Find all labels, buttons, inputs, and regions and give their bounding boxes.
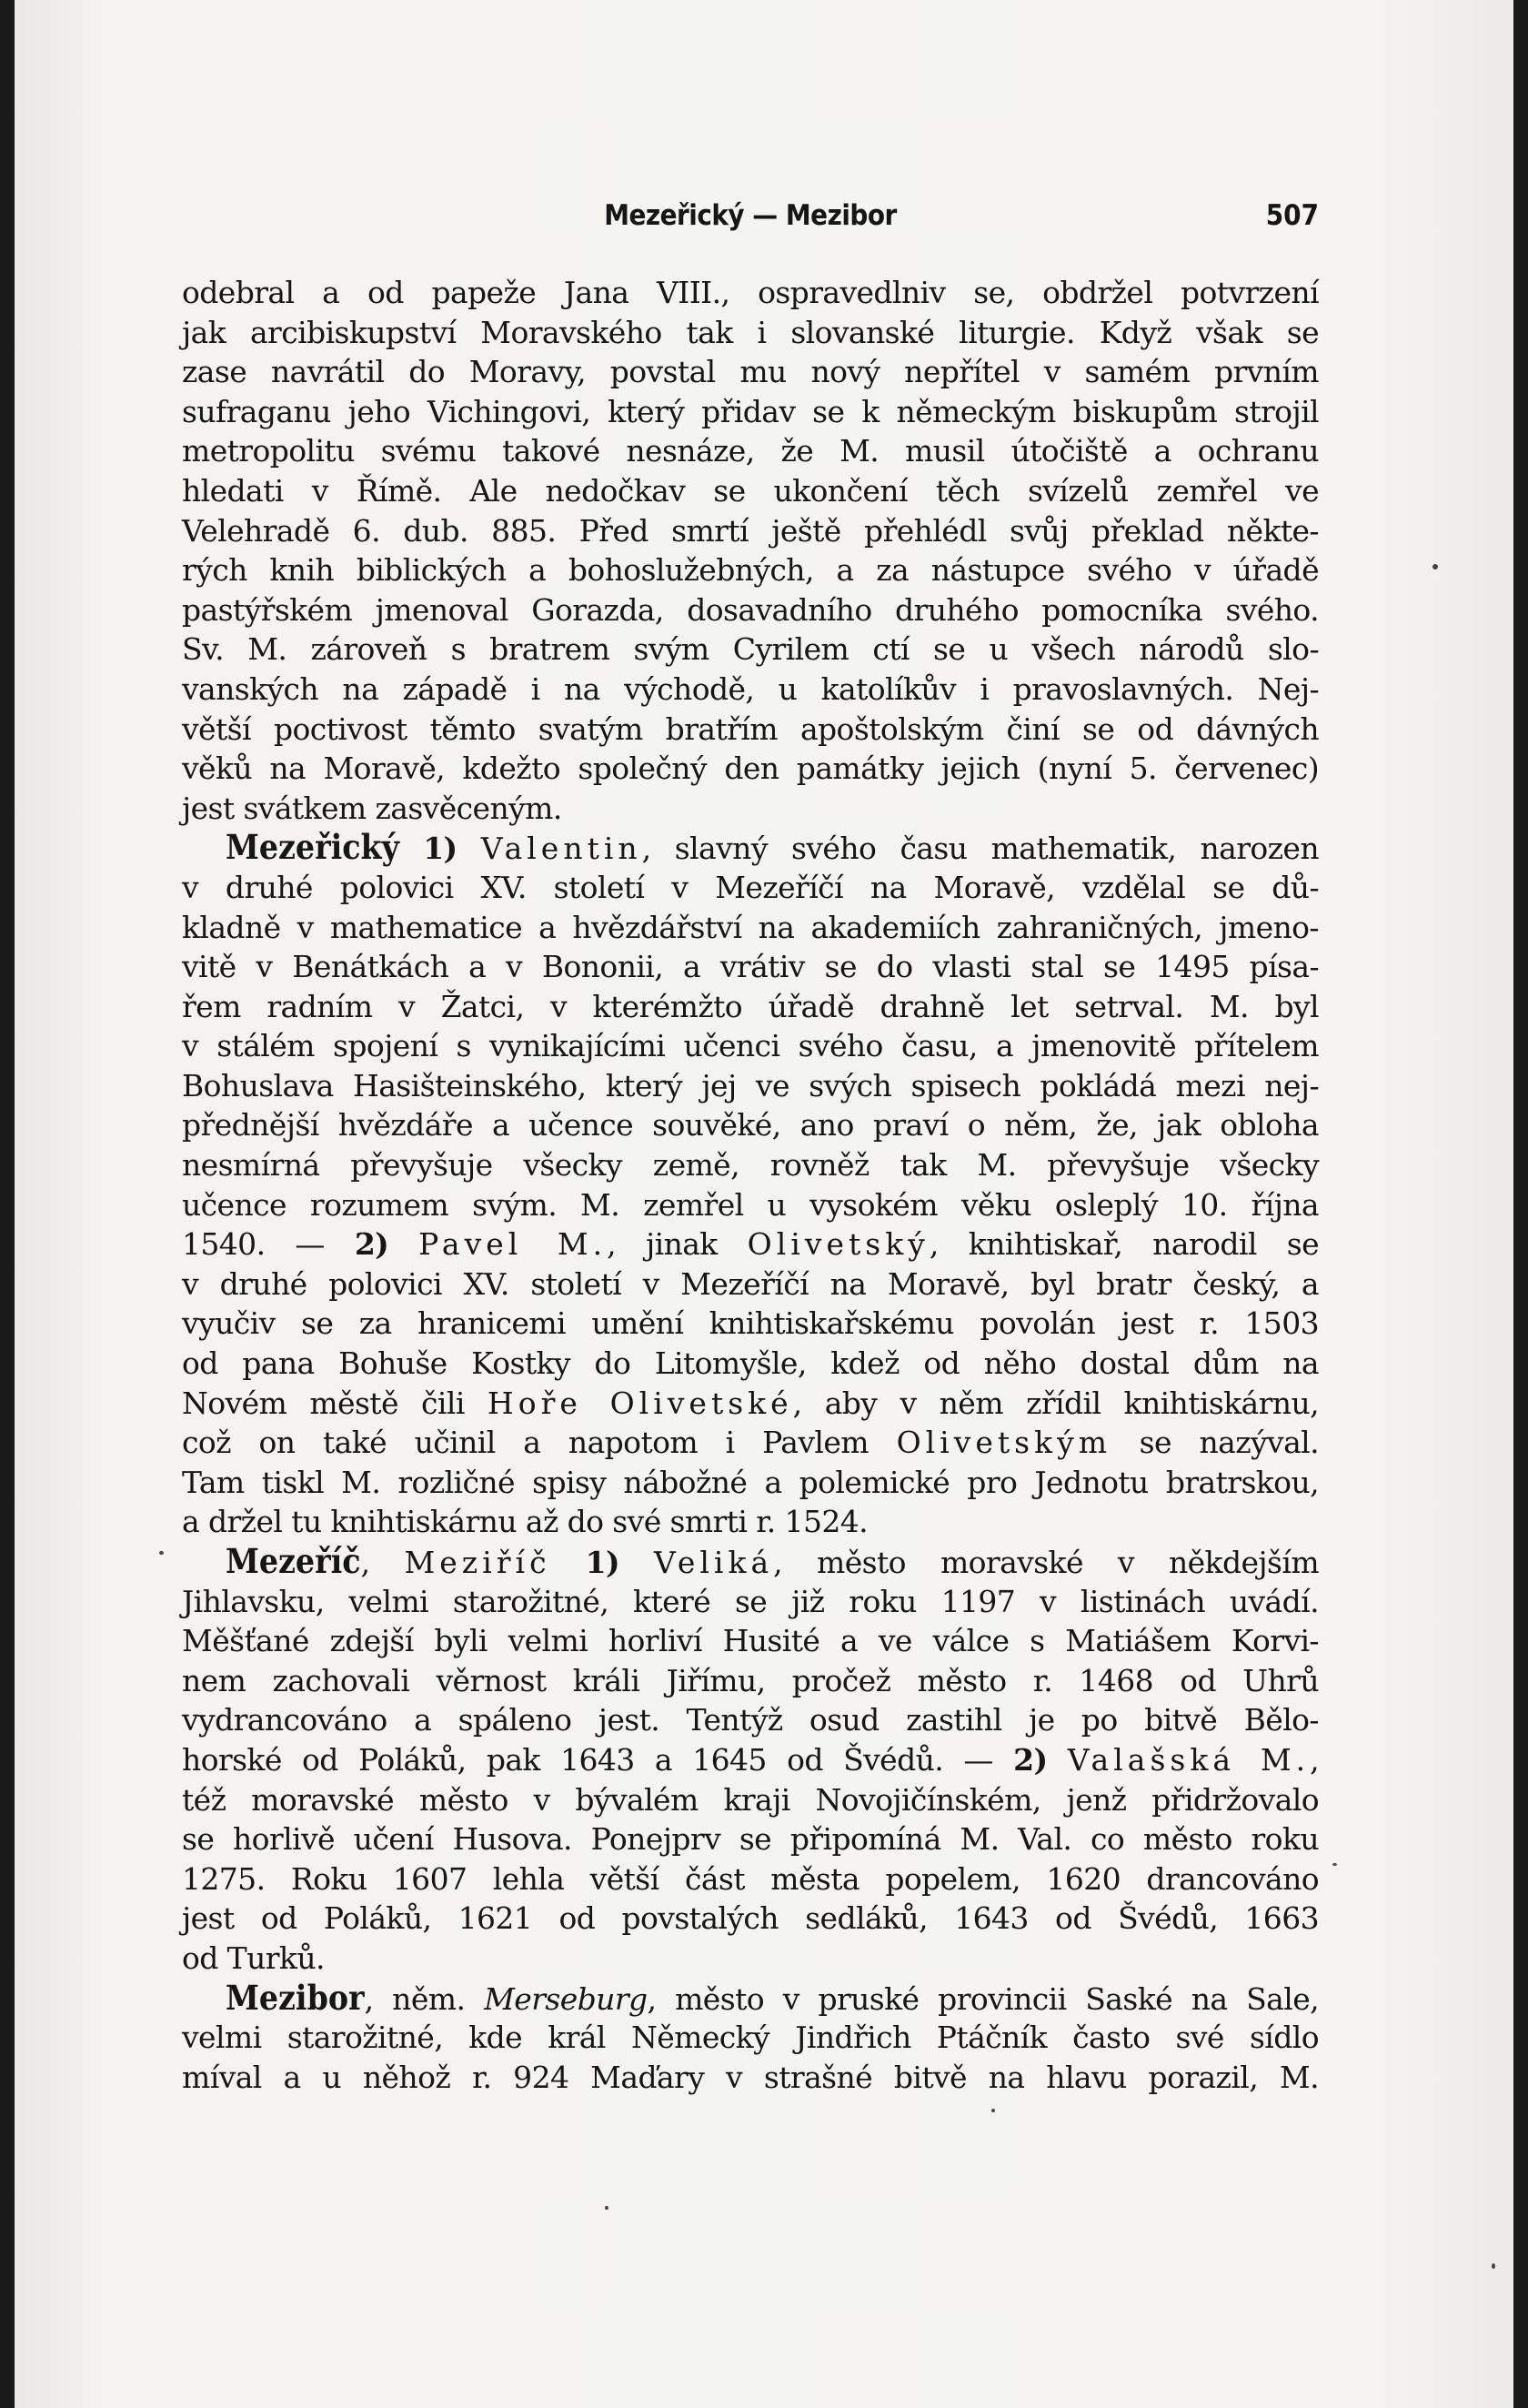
text-line bbox=[182, 1384, 1319, 1424]
alias-name: Olivetský bbox=[747, 1226, 930, 1263]
text-line: v stálém spojení s vynikajícími učenci svého času, a jmenovitě přítelem bbox=[182, 1028, 1319, 1064]
text-line bbox=[182, 1224, 1319, 1264]
text-line: sufraganu jeho Vichingovi, který přidav se k německým biskupům strojil bbox=[182, 393, 1319, 429]
page-number: 507 bbox=[1265, 199, 1319, 232]
text-line: velmi starožitné, kde král Německý Jindřich Ptáčník často své sídlo bbox=[182, 2020, 1319, 2056]
text-run: , knihtiskař, narodil se bbox=[929, 1226, 1320, 1263]
text-run: , aby v něm zřídil knihtiskárnu, bbox=[792, 1385, 1320, 1421]
scan-speck bbox=[159, 1551, 164, 1555]
text-line: jak arcibiskupství Moravského tak i slovanské liturgie. Když však se bbox=[182, 314, 1319, 350]
german-name: Merseburg bbox=[484, 1980, 648, 2017]
sense-number: 1) bbox=[423, 831, 457, 867]
text-line: nesmírná převyšuje všecky země, rovněž tak M. převyšuje všecky bbox=[182, 1147, 1319, 1184]
text-line: vitě v Benátkách a v Bononii, a vrátiv se do vlasti stal se 1495 písa- bbox=[182, 949, 1319, 985]
entry-mezeric-first-line: Mezeříč, Meziříč 1) Veliká, město moravské v někdejším bbox=[226, 1541, 1320, 1581]
text-line: jest svátkem zasvěceným. bbox=[182, 790, 562, 826]
text-line: odebral a od papeže Jana VIII., ospravedlniv se, obdržel potvrzení bbox=[182, 275, 1319, 310]
entry-mezericky-first-line bbox=[182, 828, 1319, 868]
text-line: hledati v Římě. Ale nedočkav se ukončení těch svízelů zemřel ve bbox=[182, 472, 1319, 509]
text-line: vydrancováno a spáleno jest. Tentýž osud zastihl je po bitvě Bělo- bbox=[182, 1702, 1319, 1738]
text-line: učence rozumem svým. M. zemřel u vysokém věku osleplý 10. října bbox=[182, 1186, 1319, 1223]
text-line: Velehradě 6. dub. 885. Před smrtí ještě přehlédl svůj překlad někte- bbox=[182, 512, 1319, 549]
entry-mezibor-first-line bbox=[182, 1979, 1319, 2019]
text-line: Bohuslava Hasišteinského, který jej ve svých spisech pokládá mezi nej- bbox=[182, 1067, 1319, 1103]
text-line: rých knih biblických a bohoslužebných, a za nástupce svého v úřadě bbox=[182, 552, 1319, 589]
text-run: , jinak bbox=[607, 1226, 718, 1263]
text-run: horské od Poláků, pak 1643 a 1645 od Švédů. — bbox=[182, 1741, 993, 1778]
scan-speck bbox=[1332, 1863, 1337, 1866]
variant-name: Meziříč bbox=[404, 1545, 551, 1580]
sense-number: 2) bbox=[354, 1226, 389, 1263]
dictionary-text bbox=[182, 273, 1319, 2097]
text-run: , slavný svého času mathematik, narozen bbox=[641, 831, 1320, 867]
text-line: jest od Poláků, 1621 od povstalých sedláků, 1643 od Švédů, 1663 bbox=[182, 1900, 1319, 1937]
text-line: v druhé polovici XV. století v Mezeříčí na Moravě, byl bratr český, a bbox=[182, 1265, 1319, 1302]
text-run: , město moravské v někdejším bbox=[773, 1545, 1320, 1580]
scan-speck bbox=[1432, 564, 1438, 569]
scan-edge-right bbox=[1513, 0, 1528, 2408]
sense-number: 2) bbox=[1013, 1741, 1048, 1778]
running-title: Mezeřický — Mezibor bbox=[604, 199, 897, 232]
text-line: kladně v mathematice a hvězdářství na akademiích zahraničných, jmeno- bbox=[182, 909, 1319, 945]
sense-name: Veliká bbox=[654, 1545, 774, 1580]
text-line: věků na Moravě, kdežto společný den památky jejich (nyní 5. červenec) bbox=[182, 751, 1319, 787]
scan-speck bbox=[605, 2206, 608, 2210]
text-line: pastýřském jmenoval Gorazda, dosavadního druhého pomocníka svého. bbox=[182, 591, 1319, 628]
headword-mezeric: Mezeříč bbox=[226, 1541, 361, 1581]
scan-edge-left bbox=[0, 0, 15, 2408]
text-line: v druhé polovici XV. století v Mezeříčí na Moravě, vzdělal se dů- bbox=[182, 869, 1319, 905]
text-run: Novém městě čili bbox=[182, 1385, 465, 1421]
text-run: , město v pruské provincii Saské na Sale, bbox=[647, 1980, 1320, 2017]
sense-name: Valentin bbox=[480, 831, 642, 867]
text-line: též moravské město v bývalém kraji Novojičínském, jenž přidržovalo bbox=[182, 1781, 1319, 1818]
alias-name: Olivetským bbox=[896, 1425, 1112, 1461]
text-run: , bbox=[1310, 1741, 1320, 1778]
text-line: nem zachovali věrnost králi Jiřímu, pročež město r. 1468 od Uhrů bbox=[182, 1662, 1319, 1698]
text-run: což on také učinil a napotom i Pavlem bbox=[182, 1425, 869, 1461]
text-line: Sv. M. zároveň s bratrem svým Cyrilem ctí se u všech národů slo- bbox=[182, 631, 1319, 668]
text-run: , něm. bbox=[364, 1980, 466, 2017]
text-line bbox=[182, 1423, 1319, 1463]
text-line: 1275. Roku 1607 lehla větší část města popelem, 1620 drancováno bbox=[182, 1860, 1319, 1897]
text-line: míval a u něhož r. 924 Maďary v strašné bitvě na hlavu porazil, M. bbox=[182, 2059, 1319, 2095]
text-line: větší poctivost těmto svatým bratřím apoštolským činí se od dávných bbox=[182, 710, 1319, 747]
text-line: vanských na západě i na východě, u katolíkův i pravoslavných. Nej- bbox=[182, 670, 1319, 707]
text-run: se nazýval. bbox=[1139, 1425, 1319, 1461]
headword-mezericky: Mezeřický bbox=[226, 827, 399, 868]
text-line: se horlivě učení Husova. Ponejprv se připomíná M. Val. co město roku bbox=[182, 1821, 1319, 1858]
place-name: Hoře Olivetské bbox=[487, 1385, 793, 1421]
text-line: Jihlavsku, velmi starožitné, které se již roku 1197 v listinách uvádí. bbox=[182, 1583, 1319, 1619]
text-run: 1540. — bbox=[182, 1226, 325, 1263]
text-line: a držel tu knihtiskárnu až do své smrti r. 1524. bbox=[182, 1504, 869, 1540]
sense-name: Pavel M. bbox=[418, 1226, 608, 1263]
text-line: od pana Bohuše Kostky do Litomyšle, kdež od něho dostal dům na bbox=[182, 1345, 1319, 1382]
text-line: od Turků. bbox=[182, 1939, 325, 1976]
running-head bbox=[182, 193, 1319, 238]
text-line: Měšťané zdejší byli velmi horliví Husité a ve válce s Matiášem Korvi- bbox=[182, 1623, 1319, 1659]
text-line: Tam tiskl M. rozličné spisy nábožné a polemické pro Jednotu bratrskou, bbox=[182, 1464, 1319, 1500]
text-line: řem radním v Žatci, v kterémžto úřadě drahně let setrval. M. byl bbox=[182, 988, 1319, 1024]
headword-mezibor: Mezibor bbox=[226, 1977, 365, 2018]
text-line: zase navrátil do Moravy, povstal mu nový nepřítel v samém prvním bbox=[182, 354, 1319, 390]
scan-speck bbox=[991, 2109, 995, 2112]
sense-number: 1) bbox=[585, 1545, 619, 1580]
text-line bbox=[182, 1740, 1319, 1780]
sense-name: Valašská M. bbox=[1067, 1741, 1311, 1778]
text-line: vyučiv se za hranicemi umění knihtiskařskému povolán jest r. 1503 bbox=[182, 1305, 1319, 1342]
text-line: přednější hvězdáře a učence souvěké, ano praví o něm, že, jak obloha bbox=[182, 1107, 1319, 1144]
scan-speck bbox=[1492, 2263, 1495, 2269]
text-line: metropolitu svému takové nesnáze, že M. musil útočiště a ochranu bbox=[182, 433, 1319, 469]
